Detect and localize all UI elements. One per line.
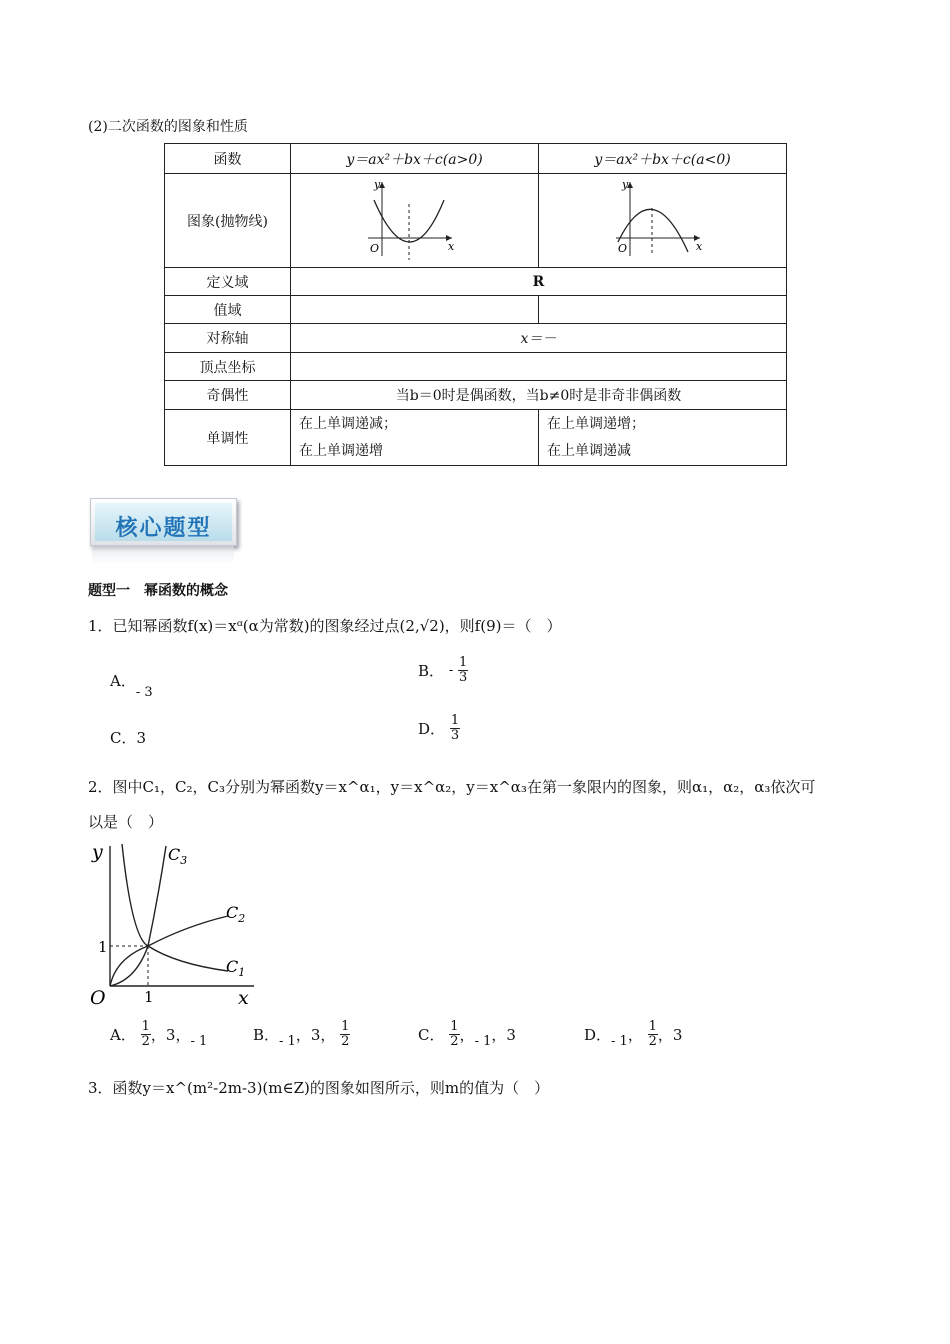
q1-b-denominator: 3 xyxy=(459,670,468,685)
q1-option-d-fraction xyxy=(450,714,460,743)
graph-upward-parabola xyxy=(291,174,539,268)
q2-b-half xyxy=(340,1020,350,1049)
q2-a-half-num: 1 xyxy=(141,1019,150,1034)
q1-option-b[interactable] xyxy=(418,656,468,685)
q2-c-end: ，3 xyxy=(491,1026,516,1044)
monotonicity-a-positive xyxy=(291,410,539,466)
mono-pos-line1: 在上单调递减； xyxy=(299,415,397,432)
quadratic-properties-table xyxy=(164,143,787,466)
q1-option-b-label: B． xyxy=(418,662,445,680)
q1-option-b-fraction xyxy=(458,656,468,685)
q2-c-mid: ， xyxy=(459,1026,475,1044)
graph1-x-label: x xyxy=(447,239,454,253)
q1-option-d[interactable] xyxy=(418,714,460,743)
mono-pos-line2: 在上单调递增 xyxy=(299,442,383,459)
domain-value: R xyxy=(291,268,787,296)
power-functions-graph xyxy=(86,838,266,1010)
q2-c-half-den: 2 xyxy=(450,1034,459,1049)
graph1-y-label: y xyxy=(373,177,380,191)
question-2-line1: 2．图中C₁，C₂，C₃分别为幂函数y＝x^α₁，y＝x^α₂，y＝x^α₃在第一象限内的图象，则α₁，α₂，α₃依次可 xyxy=(88,778,816,796)
question-2-line2: 以是（ ） xyxy=(88,813,164,831)
label-c2: $C_2$ xyxy=(226,903,246,925)
graph2-x-label: x xyxy=(695,239,702,253)
label-c3: $C_3$ xyxy=(168,845,188,867)
banner-text: 核心题型 xyxy=(115,515,212,541)
row-label-domain: 定义域 xyxy=(165,268,291,296)
curve-c3 xyxy=(110,846,166,986)
q2-c-neg: - 1 xyxy=(474,1033,492,1049)
row-label-graph: 图象(抛物线) xyxy=(165,174,291,268)
graph-y-axis-label: y xyxy=(92,841,103,863)
q2-d-neg: - 1 xyxy=(611,1033,628,1049)
axis-value: x＝－ xyxy=(291,324,787,353)
row-label-monotonicity: 单调性 xyxy=(165,410,291,466)
function-a-positive: y＝ax²＋bx＋c(a>0) xyxy=(291,144,539,174)
q2-option-b[interactable] xyxy=(253,1020,350,1049)
section-heading: (2)二次函数的图象和性质 xyxy=(88,119,248,135)
q2-option-d[interactable] xyxy=(584,1020,682,1049)
q2-a-label: A． xyxy=(110,1026,136,1044)
monotonicity-a-negative xyxy=(539,410,787,466)
q2-d-half-num: 1 xyxy=(648,1019,657,1034)
question-3-text: 3．函数y＝x^(m²-2m-3)(m∈Z)的图象如图所示，则m的值为（ ） xyxy=(88,1079,550,1097)
q1-b-numerator: 1 xyxy=(459,655,468,670)
q2-b-label: B． xyxy=(253,1026,280,1044)
q1-option-a-label: A． xyxy=(110,672,136,690)
row-label-parity: 奇偶性 xyxy=(165,381,291,410)
q1-d-denominator: 3 xyxy=(450,728,460,743)
label-c1: $C_1$ xyxy=(226,957,246,979)
graph2-origin-label: O xyxy=(617,241,627,255)
q2-d-label: D． xyxy=(584,1026,612,1044)
q2-d-end: ，3 xyxy=(657,1026,683,1044)
graph-downward-parabola xyxy=(539,174,787,268)
parity-value: 当b＝0时是偶函数，当b≠0时是非奇非偶函数 xyxy=(291,381,787,410)
question-1-text: 1．已知幂函数f(x)＝xᵅ(α为常数)的图象经过点(2,√2)，则f(9)＝（ ） xyxy=(88,617,562,635)
q2-d-half-den: 2 xyxy=(648,1034,657,1049)
q1-option-a[interactable] xyxy=(110,670,153,700)
mono-neg-line2: 在上单调递减 xyxy=(547,442,631,459)
q2-option-a[interactable] xyxy=(110,1020,207,1049)
q2-b-half-num: 1 xyxy=(341,1019,350,1034)
q2-d-mid: ， xyxy=(627,1026,643,1044)
q2-option-c[interactable] xyxy=(418,1020,516,1049)
range-value-negative xyxy=(539,296,787,324)
graph2-y-label: y xyxy=(621,177,628,191)
q1-option-a-value: - 3 xyxy=(135,685,153,700)
row-label-range: 值域 xyxy=(165,296,291,324)
banner-reflection xyxy=(92,546,234,564)
q2-c-half xyxy=(449,1020,459,1049)
graph-y-tick-1: 1 xyxy=(98,938,108,956)
graph1-origin-label: O xyxy=(369,241,379,255)
row-label-vertex: 顶点坐标 xyxy=(165,353,291,381)
q1-d-numerator: 1 xyxy=(450,713,460,728)
row-label-axis: 对称轴 xyxy=(165,324,291,353)
vertex-value xyxy=(291,353,787,381)
graph-x-axis-label: x xyxy=(238,987,249,1009)
graph-origin-label: O xyxy=(90,987,106,1009)
core-question-types-banner xyxy=(90,498,237,546)
q2-a-neg: - 1 xyxy=(190,1033,208,1049)
q1-option-c[interactable]: C．3 xyxy=(110,729,147,747)
q1-option-b-sign: - xyxy=(448,663,454,678)
mono-neg-line1: 在上单调递增； xyxy=(547,415,645,432)
downward-parabola-figure xyxy=(608,176,718,262)
graph-x-tick-1: 1 xyxy=(144,988,154,1006)
q2-b-neg: - 1 xyxy=(279,1033,296,1049)
q1-option-d-label: D． xyxy=(418,720,446,738)
q2-b-mid: ，3， xyxy=(295,1026,336,1044)
row-label-function: 函数 xyxy=(165,144,291,174)
q2-c-half-num: 1 xyxy=(450,1019,459,1034)
q2-b-half-den: 2 xyxy=(341,1034,350,1049)
curve-c2 xyxy=(110,916,228,986)
q2-a-half xyxy=(141,1020,151,1049)
q2-c-label: C． xyxy=(418,1026,445,1044)
upward-parabola-figure xyxy=(360,176,470,262)
q2-d-half xyxy=(648,1020,658,1049)
function-a-negative: y＝ax²＋bx＋c(a<0) xyxy=(539,144,787,174)
range-value-positive xyxy=(291,296,539,324)
q2-a-rest: ，3， xyxy=(150,1026,191,1044)
q2-a-half-den: 2 xyxy=(141,1034,150,1049)
banner-inner xyxy=(95,503,232,541)
type1-title: 题型一 幂函数的概念 xyxy=(88,583,228,599)
